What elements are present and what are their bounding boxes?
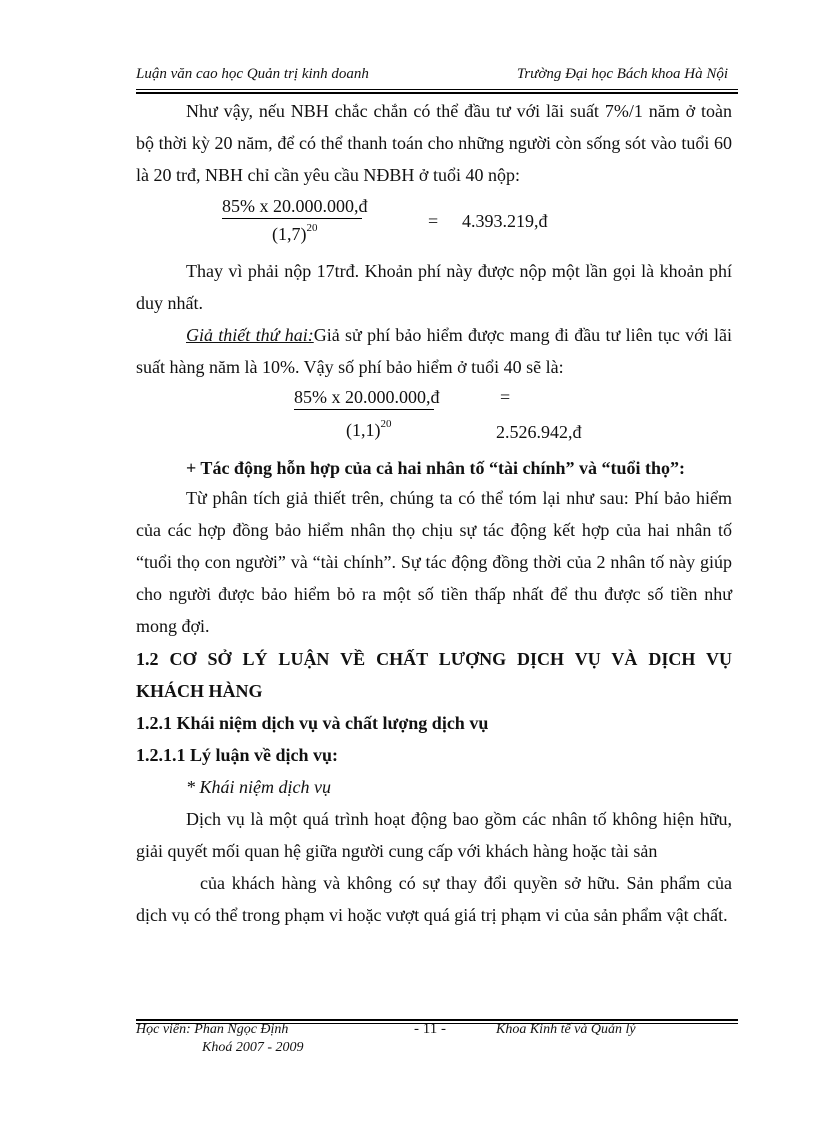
formula-2-equals: =	[500, 387, 511, 407]
section-heading-1-2-cont: KHÁCH HÀNG	[136, 681, 263, 701]
formula-2-denominator: $(1,1)^{20}$	[346, 418, 392, 440]
header-rule	[136, 89, 738, 90]
paragraph-5: Từ phân tích giả thiết trên, chúng ta có thể tóm lại như sau: Phí bảo hiểm của các hợp đồng bảo hiểm nhân thọ chịu sự tác động kết hợp của hai nhân tố “tuổi thọ con người” và “tài chính”. Sự tác động đồng thời của 2 nhân tố này giúp cho người được bảo hiểm bỏ ra một số tiền thấp nhất để thu được số tiền như mong đợi.	[136, 488, 732, 636]
section-heading-1-2-1-1: 1.2.1.1 Lý luận về dịch vụ:	[136, 745, 339, 765]
formula-1	[222, 196, 368, 245]
footer-cohort: Khoá 2007 - 2009	[202, 1040, 304, 1055]
paragraph-6	[136, 867, 732, 931]
formula-1-denominator: $(1,7)^{20}$	[272, 222, 318, 244]
formula-1-result: 4.393.219,đ	[462, 211, 548, 231]
paragraph-1: Như vậy, nếu NBH chắc chắn có thể đầu tư với lãi suất 7%/1 năm ở toàn bộ thời kỳ 20 năm, để có thể thanh toán cho những người còn sống sót vào tuổi 60 là 20 trđ, NBH chỉ cần yêu cầu NĐBH ở tuổi 40 nộp:	[136, 101, 732, 185]
formula-1-numerator: 85% x 20.000.000,đ	[222, 196, 362, 219]
paragraph-3: Giả thiết thứ hai:Giả sử phí bảo hiểm được mang đi đầu tư liên tục với lãi suất hàng năm là 10%. Vậy số phí bảo hiểm ở tuổi 40 sẽ là:	[136, 325, 732, 377]
paragraph-4-heading: + Tác động hỗn hợp của cả hai nhân tố “tài chính” và “tuổi thọ”:	[186, 458, 686, 478]
subheading: * Khái niệm dịch vụ	[186, 777, 331, 797]
section-heading-1-2: 1.2 CƠ SỞ LÝ LUẬN VỀ CHẤT LƯỢNG DỊCH VỤ VÀ DỊCH VỤ	[136, 649, 732, 669]
paragraph-6a: Dịch vụ là một quá trình hoạt động bao gồm các nhân tố không hiện hữu, giải quyết mối quan hệ giữa người cung cấp với khách hàng hoặc tài sản	[136, 809, 732, 861]
footer-student: Học viên: Phan Ngọc Định	[136, 1022, 289, 1037]
paragraph-2: Thay vì phải nộp 17trđ. Khoản phí này được nộp một lần gọi là khoản phí duy nhất.	[136, 261, 732, 313]
header-left: Luận văn cao học Quản trị kinh doanh	[136, 66, 369, 82]
formula-2	[294, 387, 440, 441]
footer-faculty: Khoa Kinh tế và Quản lý	[496, 1022, 636, 1037]
formula-2-result: 2.526.942,đ	[496, 422, 582, 442]
formula-1-equals: =	[428, 211, 439, 231]
page-number: - 11 -	[414, 1021, 446, 1037]
formula-2-numerator: 85% x 20.000.000,đ	[294, 387, 434, 410]
header-rule-thick	[136, 92, 738, 94]
assumption-label: Giả thiết thứ hai:	[186, 325, 314, 345]
header-right: Trường Đại học Bách khoa Hà Nội	[516, 66, 728, 82]
section-heading-1-2-1: 1.2.1 Khái niệm dịch vụ và chất lượng dịch vụ	[136, 713, 489, 733]
paragraph-6b: của khách hàng và không có sự thay đổi quyền sở hữu. Sản phẩm của dịch vụ có thể trong phạm vi hoặc vượt quá giá trị phạm vi của sản phẩm vật chất.	[136, 873, 732, 925]
